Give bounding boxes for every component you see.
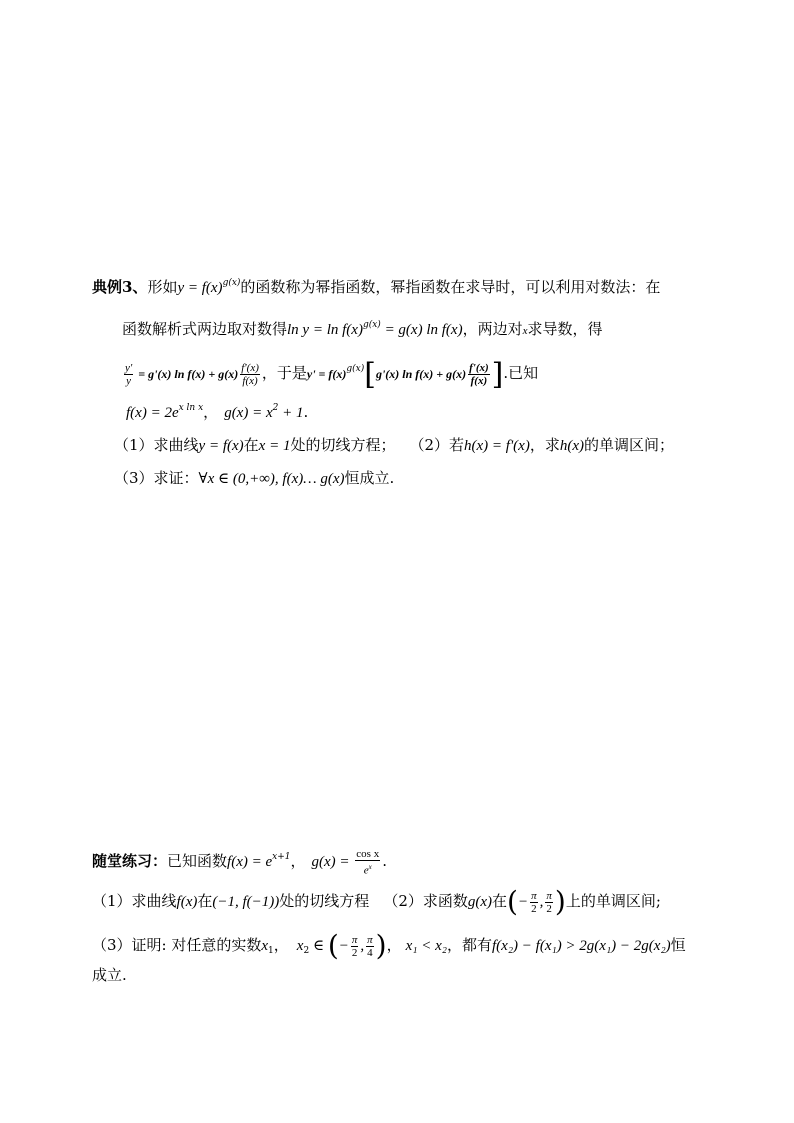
- practice-question-3: （3）证明: 对任意的实数$x_1$， $x_2$ ∈ (− $\frac{\pi}{2}$ , $\frac{\pi}{4}$ )， x₁ < x₂，都有f(x₂) − f(x₁) > 2g(x₁) − 2g(x₂)恒: [92, 929, 686, 962]
- practice-question-2: （2）求函数g(x)在(− $\frac{\pi}{2}$ , $\frac{\pi}{2}$ )上的单调区间;: [383, 885, 661, 918]
- example3-line2: 函数解析式两边取对数得$\ln y = \ln f(x)^{g(x)} = g(x)$ ln f(x)，两边对x求导数，得: [122, 320, 603, 338]
- example3-questions-1-2: [114, 434, 674, 457]
- question-1: （1）求曲线y = f(x)在x = 1处的切线方程；: [114, 436, 396, 454]
- example3-line1: 典例3、形如$y = f(x)^{g(x)}$的函数称为幂指函数，幂指函数在求导时，可以利用对数法：在: [92, 278, 661, 296]
- practice-questions-1-2: [92, 886, 661, 916]
- practice-heading: 随堂练习：: [92, 852, 168, 870]
- example3-heading: 典例3、: [92, 278, 148, 296]
- example3-line4: $f(x) = 2e^{x ln x}$， $g(x) = x^2 + 1$.: [126, 403, 309, 421]
- question-2: （2）若h(x) = f'(x)，求h(x)的单调区间；: [409, 436, 674, 454]
- practice-question-3-cont: 成立.: [92, 966, 127, 984]
- practice-question-1: （1）求曲线f(x)在(−1, f(−1))处的切线方程: [92, 892, 370, 910]
- practice-line1: 随堂练习：已知函数$f(x) = e^{x+1}$， g(x) = $\frac{\text{cos x}}{e^x}$ .: [92, 847, 387, 877]
- example3-question-3: （3）求证：∀x ∈ (0,+∞), f(x)… g(x)恒成立.: [114, 469, 395, 487]
- derivative-fraction: $\frac{y'}{y}$: [125, 361, 133, 387]
- example3-line3: $\frac{y'}{y}$ = g'(x) ln f(x) + g(x) $\frac{f'(x)}{f(x)}$ ，于是$y' = f(x)^{g(x)}[g'(x)$ ln f(x) + g(x) $\frac{f'(x)}{f(x)}$ ].已知: [125, 357, 539, 392]
